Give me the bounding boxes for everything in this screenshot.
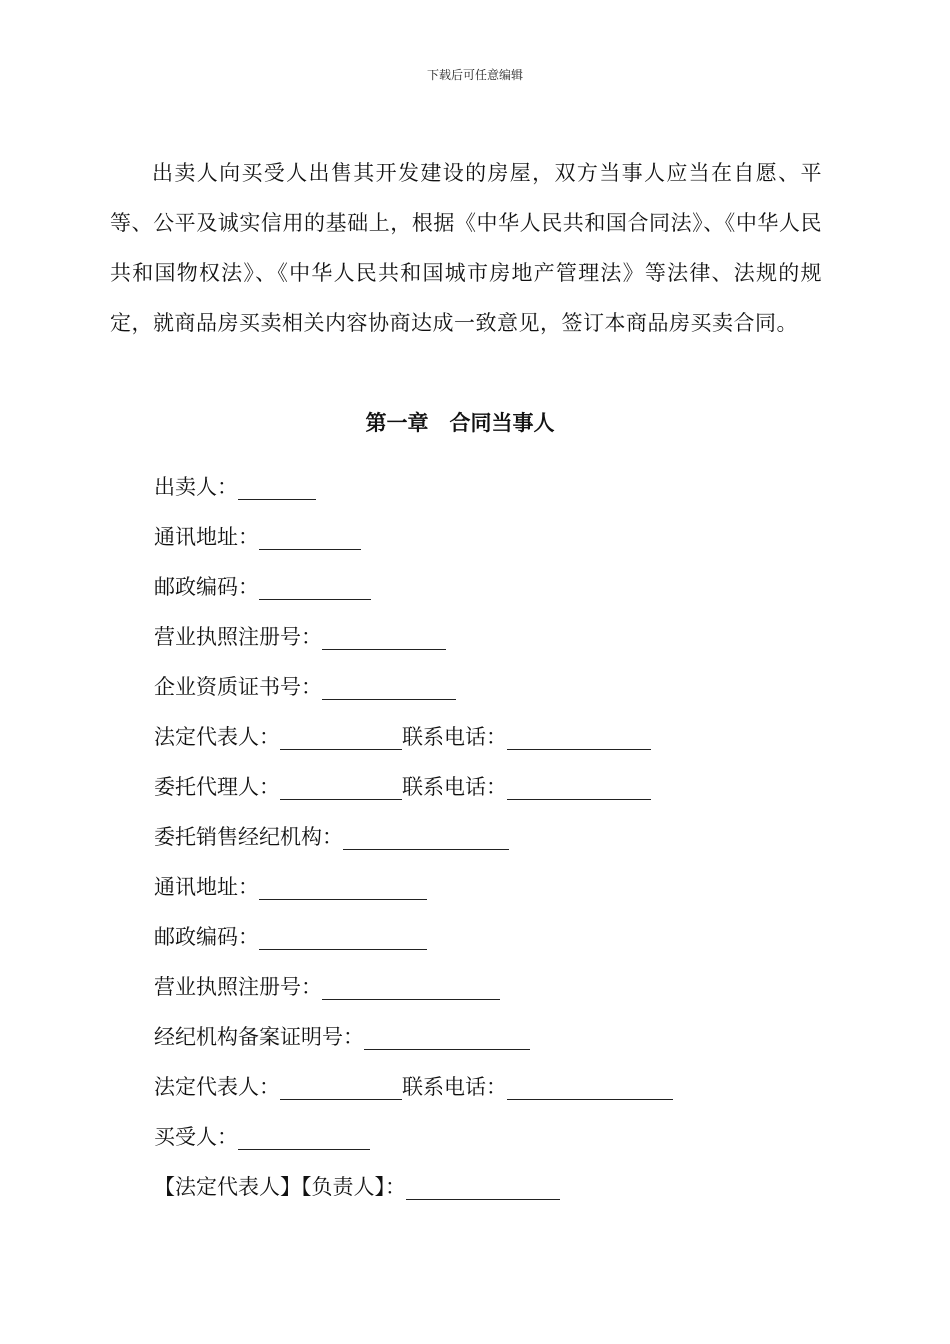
field-agency-legal-representative [154,1062,854,1112]
party-fields [154,462,854,1212]
fill-blank[interactable] [259,877,427,900]
fill-blank[interactable] [280,1077,402,1100]
field-agency-address [154,862,854,912]
field-label: 出卖人： [154,475,238,499]
field-label: 法定代表人： [154,725,280,749]
field-seller [154,462,854,512]
field-label: 企业资质证书号： [154,675,322,699]
field-label: 营业执照注册号： [154,625,322,649]
fill-blank[interactable] [322,627,446,650]
fill-blank[interactable] [507,727,651,750]
field-postcode [154,562,854,612]
field-label-phone: 联系电话： [402,1075,507,1099]
field-label: 通讯地址： [154,525,259,549]
fill-blank[interactable] [322,977,500,1000]
field-label-phone: 联系电话： [402,725,507,749]
field-agency-license-number [154,962,854,1012]
field-agent [154,762,854,812]
fill-blank[interactable] [280,777,402,800]
fill-blank[interactable] [238,1127,370,1150]
field-agency-filing-number [154,1012,854,1062]
fill-blank[interactable] [259,527,361,550]
field-label: 营业执照注册号： [154,975,322,999]
fill-blank[interactable] [322,677,456,700]
field-label: 邮政编码： [154,925,259,949]
intro-paragraph: 出卖人向买受人出售其开发建设的房屋，双方当事人应当在自愿、平等、公平及诚实信用的基础上，根据《中华人民共和国合同法》、《中华人民共和国物权法》、《中华人民共和国城市房地产管理法》等法律、法规的规定，就商品房买卖相关内容协商达成一致意见，签订本商品房买卖合同。 [110,161,822,335]
field-label: 买受人： [154,1125,238,1149]
field-label: 法定代表人： [154,1075,280,1099]
field-license-number [154,612,854,662]
fill-blank[interactable] [507,1077,673,1100]
field-legal-representative [154,712,854,762]
field-label: 通讯地址： [154,875,259,899]
field-label: 委托销售经纪机构： [154,825,343,849]
fill-blank[interactable] [280,727,402,750]
fill-blank[interactable] [238,477,316,500]
fill-blank[interactable] [507,777,651,800]
fill-blank[interactable] [343,827,509,850]
field-buyer [154,1112,854,1162]
field-agency-postcode [154,912,854,962]
field-qualification-number [154,662,854,712]
field-label: 【法定代表人】【负责人】： [154,1175,406,1199]
field-address [154,512,854,562]
field-buyer-representative [154,1162,854,1212]
fill-blank[interactable] [259,577,371,600]
chapter-title: 第一章 合同当事人 [365,411,555,435]
fill-blank[interactable] [364,1027,530,1050]
page-header: 下载后可任意编辑 [426,68,523,82]
fill-blank[interactable] [259,927,427,950]
field-label: 经纪机构备案证明号： [154,1025,364,1049]
field-label-phone: 联系电话： [402,775,507,799]
field-label: 委托代理人： [154,775,280,799]
field-sales-agency [154,812,854,862]
field-label: 邮政编码： [154,575,259,599]
fill-blank[interactable] [406,1177,560,1200]
